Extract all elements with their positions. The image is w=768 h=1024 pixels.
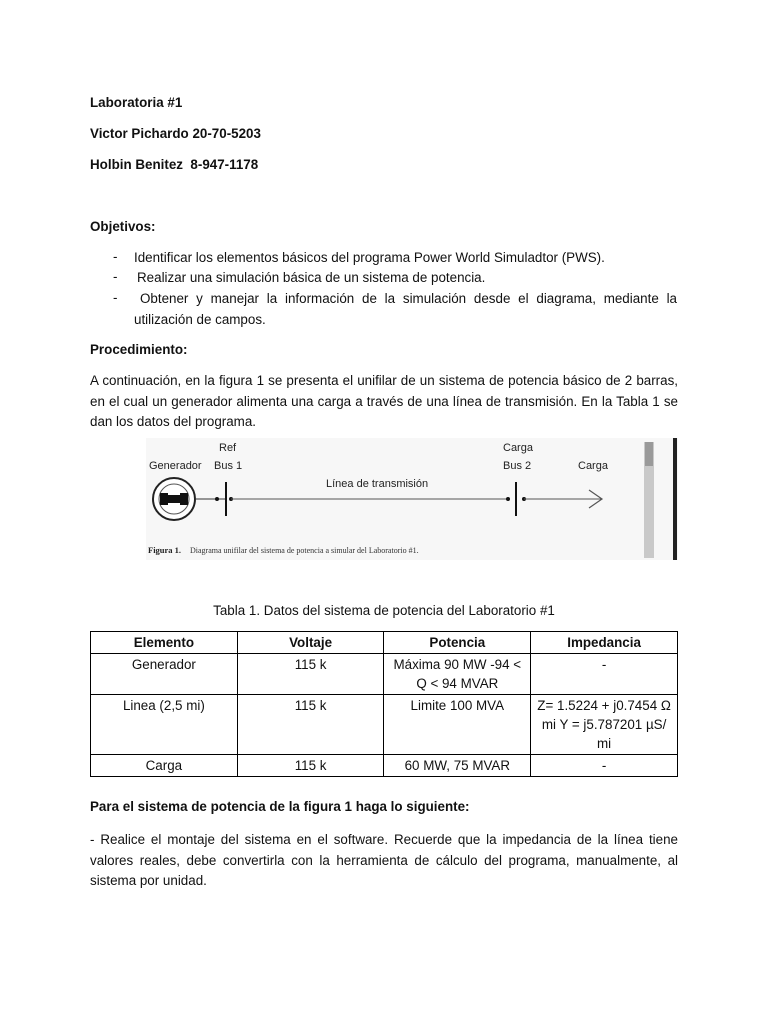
author-2: Holbin Benitez 8-947-1178 (90, 157, 259, 172)
table-header-cell: Potencia (384, 632, 531, 654)
figure-1-diagram (146, 438, 678, 560)
table-cell: - (531, 755, 678, 777)
procedure-heading: Procedimiento: (90, 342, 188, 357)
single-line-diagram-svg (146, 438, 678, 560)
bullet-dash: - (113, 249, 118, 264)
bus-2-label: Bus 2 (503, 460, 532, 472)
scan-shadow-dark (645, 442, 653, 466)
table-cell: 115 k (237, 695, 384, 755)
table-cell: 60 MW, 75 MVAR (384, 755, 531, 777)
table-row (91, 654, 678, 695)
task-heading: Para el sistema de potencia de la figura 1 haga lo siguiente: (90, 799, 470, 814)
table-cell: Generador (91, 654, 238, 695)
power-system-data-table (90, 631, 678, 777)
table-cell: 115 k (237, 654, 384, 695)
table-header-cell: Impedancia (531, 632, 678, 654)
objective-item: Realizar una simulación básica de un sistema de potencia. (137, 270, 486, 285)
table-header-cell: Voltaje (237, 632, 384, 654)
bus-1-label: Bus 1 (214, 460, 243, 472)
breaker-dot (215, 497, 219, 501)
table-cell: Limite 100 MVA (384, 695, 531, 755)
table-row (91, 695, 678, 755)
generator-label: Generador (149, 460, 202, 472)
ref-label: Ref (219, 442, 237, 454)
figure-caption-number: Figura 1. (148, 545, 182, 555)
table-header-cell: Elemento (91, 632, 238, 654)
task-paragraph: - Realice el montaje del sistema en el software. Recuerde que la impedancia de la línea tiene valores reales, debe convertirla con la herramienta de cálculo del programa, manualmente, al sistema por unidad. (90, 832, 678, 888)
table-cell: 115 k (237, 755, 384, 777)
document-title: Laboratoria #1 (90, 95, 183, 110)
breaker-dot (506, 497, 510, 501)
objectives-heading: Objetivos: (90, 219, 156, 234)
line-label: Línea de transmisión (326, 478, 429, 490)
generator-pole-left (160, 493, 168, 505)
table-cell: - (531, 654, 678, 695)
load-label: Carga (578, 460, 608, 472)
table-cell: Linea (2,5 mi) (91, 695, 238, 755)
table-cell: Z= 1.5224 + j0.7454 Ω mi Y = j5.787201 µS/ mi (531, 695, 678, 755)
author-1: Victor Pichardo 20-70-5203 (90, 126, 261, 141)
scan-edge-line (673, 438, 677, 560)
generator-shaft (166, 495, 182, 503)
table-cell: Máxima 90 MW -94 < Q < 94 MVAR (384, 654, 531, 695)
objective-item: Identificar los elementos básicos del programa Power World Simuladtor (PWS). (134, 250, 605, 265)
table-header-row (91, 632, 678, 654)
bullet-dash: - (113, 290, 118, 305)
bullet-dash: - (113, 269, 118, 284)
table-row (91, 755, 678, 777)
objective-item: Obtener y manejar la información de la simulación desde el diagrama, mediante la utilización de campos. (134, 291, 677, 327)
generator-pole-right (180, 493, 188, 505)
figure-caption-text: Diagrama unifilar del sistema de potencia a simular del Laboratorio #1. (190, 546, 419, 555)
procedure-paragraph: A continuación, en la figura 1 se presenta el unifilar de un sistema de potencia básico de 2 barras, en el cual un generador alimenta una carga a través de una línea de transmisión. En la Tabla 1 se dan los datos del programa. (90, 373, 678, 429)
carga-top-label: Carga (503, 442, 533, 454)
table-cell: Carga (91, 755, 238, 777)
table-caption: Tabla 1. Datos del sistema de potencia del Laboratorio #1 (213, 603, 555, 618)
